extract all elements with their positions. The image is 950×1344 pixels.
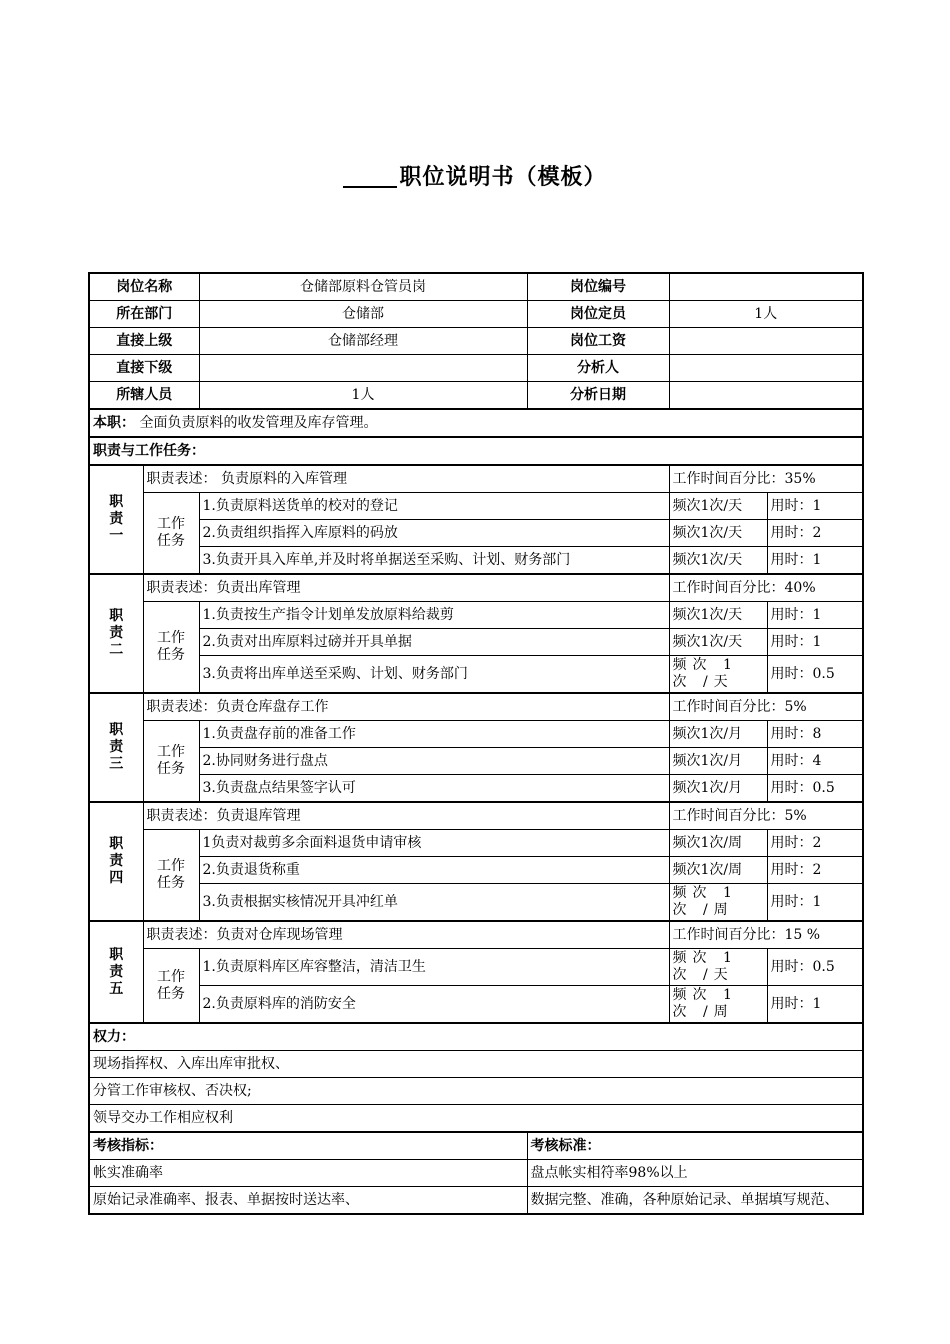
header-value: 仓储部原料仓管员岗 [199, 273, 527, 301]
duty-summary [89, 409, 863, 437]
header-row [89, 273, 863, 301]
task-text: 2.负责组织指挥入库原料的码放 [199, 520, 669, 547]
header-value: 1人 [669, 301, 863, 328]
duty-label: 职 责 四 [89, 802, 143, 921]
task-row [89, 775, 863, 803]
header-row [89, 328, 863, 355]
header-row [89, 355, 863, 382]
duty-label: 职 责 三 [89, 693, 143, 802]
assessment-standard: 盘点帐实相符率98%以上 [527, 1160, 863, 1187]
duty-label: 职 责 一 [89, 465, 143, 574]
duty-time-percent: 工作时间百分比：40% [669, 574, 863, 602]
duty-description: 职责表述：负责退库管理 [143, 802, 669, 830]
duty-desc-row [89, 802, 863, 830]
task-text: 1.负责原料送货单的校对的登记 [199, 493, 669, 520]
power-row [89, 1051, 863, 1078]
task-text: 3.负责开具入库单,并及时将单据送至采购、计划、财务部门 [199, 547, 669, 575]
task-frequency: 频次1次/天 [669, 493, 767, 520]
task-frequency: 频次 1 次 /天 [669, 656, 767, 694]
power-item: 领导交办工作相应权利 [89, 1105, 863, 1133]
duty-desc-row [89, 693, 863, 721]
task-label: 工作 任务 [143, 602, 199, 694]
standard-heading: 考核标准： [527, 1132, 863, 1160]
task-time: 用时：0.5 [767, 775, 863, 803]
duty-time-percent: 工作时间百分比：5% [669, 693, 863, 721]
duty-description: 职责表述： 负责原料的入库管理 [143, 465, 669, 493]
task-row [89, 602, 863, 629]
header-label: 岗位编号 [527, 273, 669, 301]
duty-label: 职 责 五 [89, 921, 143, 1023]
assessment-indicator: 原始记录准确率、报表、单据按时送达率、 [89, 1187, 527, 1215]
task-frequency: 频次1次/周 [669, 857, 767, 884]
task-time: 用时：1 [767, 629, 863, 656]
task-time: 用时：2 [767, 857, 863, 884]
header-label: 岗位定员 [527, 301, 669, 328]
task-time: 用时：0.5 [767, 949, 863, 986]
duty-description: 职责表述：负责对仓库现场管理 [143, 921, 669, 949]
task-frequency: 频次1次/天 [669, 520, 767, 547]
title-text: 职位说明书（模板） [399, 165, 607, 190]
header-label: 分析人 [527, 355, 669, 382]
duty-desc-row [89, 465, 863, 493]
duty-description: 职责表述：负责仓库盘存工作 [143, 693, 669, 721]
task-time: 用时：1 [767, 602, 863, 629]
task-text: 3.负责根据实核情况开具冲红单 [199, 884, 669, 922]
task-frequency: 频次 1 次 /周 [669, 884, 767, 922]
task-time: 用时：1 [767, 547, 863, 575]
duty-time-percent: 工作时间百分比：35% [669, 465, 863, 493]
header-label: 所在部门 [89, 301, 199, 328]
duty-summary-label: 本职： [93, 414, 135, 431]
duty-time-percent: 工作时间百分比：15 % [669, 921, 863, 949]
task-text: 2.负责对出库原料过磅并开具单据 [199, 629, 669, 656]
task-row [89, 656, 863, 694]
task-row [89, 830, 863, 857]
header-value: 1人 [199, 382, 527, 410]
header-row [89, 301, 863, 328]
task-time: 用时：2 [767, 830, 863, 857]
header-value [669, 273, 863, 301]
header-value: 仓储部经理 [199, 328, 527, 355]
task-frequency: 频次1次/天 [669, 602, 767, 629]
header-label: 分析日期 [527, 382, 669, 410]
task-frequency: 频次1次/天 [669, 547, 767, 575]
task-text: 3.负责盘点结果签字认可 [199, 775, 669, 803]
task-time: 用时：1 [767, 986, 863, 1024]
task-frequency: 频次1次/月 [669, 775, 767, 803]
assessment-row [89, 1187, 863, 1215]
task-row [89, 520, 863, 547]
task-row [89, 884, 863, 922]
duty-summary-row [89, 409, 863, 437]
task-frequency: 频次 1 次 /周 [669, 986, 767, 1024]
assessment-heading-row [89, 1132, 863, 1160]
duty-time-percent: 工作时间百分比：5% [669, 802, 863, 830]
task-text: 3.负责将出库单送至采购、计划、财务部门 [199, 656, 669, 694]
header-label: 直接上级 [89, 328, 199, 355]
task-row [89, 986, 863, 1024]
duty-description: 职责表述：负责出库管理 [143, 574, 669, 602]
task-label: 工作 任务 [143, 949, 199, 1024]
header-value [669, 328, 863, 355]
power-item: 分管工作审核权、否决权; [89, 1078, 863, 1105]
task-time: 用时：2 [767, 520, 863, 547]
task-row [89, 857, 863, 884]
duty-desc-row [89, 574, 863, 602]
header-row [89, 382, 863, 410]
task-row [89, 748, 863, 775]
task-time: 用时：1 [767, 493, 863, 520]
task-row [89, 629, 863, 656]
powers-heading: 权力： [89, 1023, 863, 1051]
task-text: 1.负责原料库区库容整洁，清洁卫生 [199, 949, 669, 986]
task-time: 用时：8 [767, 721, 863, 748]
duties-heading-row [89, 437, 863, 465]
header-label: 岗位名称 [89, 273, 199, 301]
task-text: 2.协同财务进行盘点 [199, 748, 669, 775]
page-title [0, 160, 950, 191]
task-label: 工作 任务 [143, 721, 199, 803]
task-row [89, 949, 863, 986]
header-value [669, 355, 863, 382]
power-row [89, 1078, 863, 1105]
header-value [669, 382, 863, 410]
task-text: 1负责对裁剪多余面料退货申请审核 [199, 830, 669, 857]
header-label: 所辖人员 [89, 382, 199, 410]
indicator-heading: 考核指标： [89, 1132, 527, 1160]
task-row [89, 721, 863, 748]
task-text: 2.负责原料库的消防安全 [199, 986, 669, 1024]
powers-heading-row [89, 1023, 863, 1051]
assessment-standard: 数据完整、准确，各种原始记录、单据填写规范、 [527, 1187, 863, 1215]
title-blank-line [343, 164, 397, 188]
task-time: 用时：0.5 [767, 656, 863, 694]
task-text: 1.负责按生产指令计划单发放原料给裁剪 [199, 602, 669, 629]
task-frequency: 频次 1 次 /天 [669, 949, 767, 986]
duty-desc-row [89, 921, 863, 949]
header-value: 仓储部 [199, 301, 527, 328]
duty-label: 职 责 二 [89, 574, 143, 693]
task-text: 2.负责退货称重 [199, 857, 669, 884]
duties-heading: 职责与工作任务： [89, 437, 863, 465]
assessment-row [89, 1160, 863, 1187]
task-frequency: 频次1次/天 [669, 629, 767, 656]
task-row [89, 547, 863, 575]
power-row [89, 1105, 863, 1133]
header-label: 岗位工资 [527, 328, 669, 355]
task-frequency: 频次1次/月 [669, 721, 767, 748]
task-time: 用时：4 [767, 748, 863, 775]
task-text: 1.负责盘存前的准备工作 [199, 721, 669, 748]
assessment-indicator: 帐实准确率 [89, 1160, 527, 1187]
task-label: 工作 任务 [143, 493, 199, 575]
task-label: 工作 任务 [143, 830, 199, 922]
task-frequency: 频次1次/月 [669, 748, 767, 775]
header-value [199, 355, 527, 382]
power-item: 现场指挥权、入库出库审批权、 [89, 1051, 863, 1078]
job-description-table [88, 272, 864, 1215]
task-row [89, 493, 863, 520]
task-time: 用时：1 [767, 884, 863, 922]
header-label: 直接下级 [89, 355, 199, 382]
task-frequency: 频次1次/周 [669, 830, 767, 857]
duty-summary-text: 全面负责原料的收发管理及库存管理。 [135, 414, 378, 431]
